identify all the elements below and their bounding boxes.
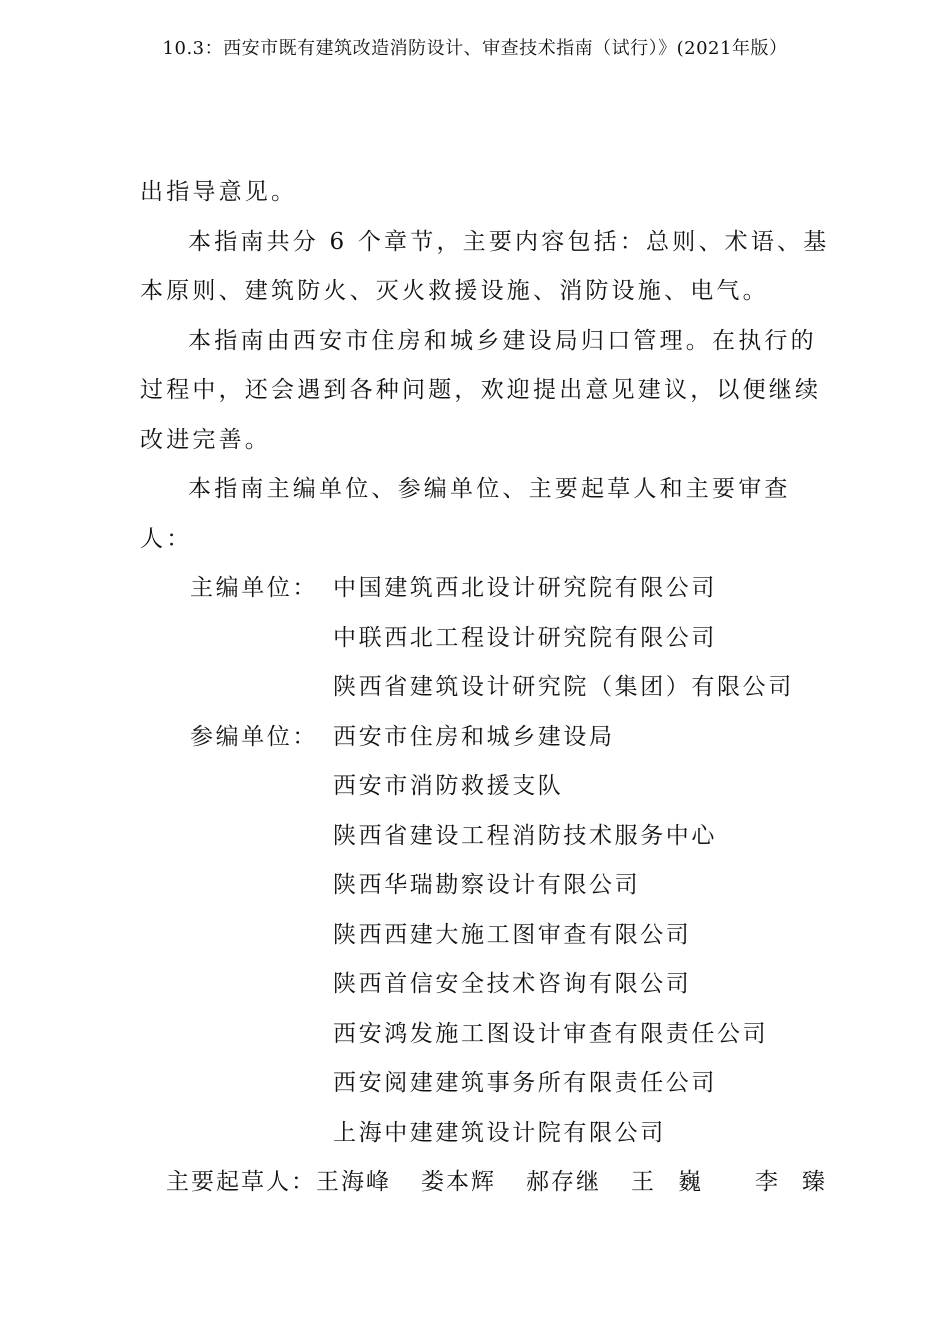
- drafters-label: 主要起草人：: [166, 1169, 316, 1195]
- page-header: 10.3：西安市既有建筑改造消防设计、审查技术指南（试行）》(2021年版）: [162, 38, 788, 59]
- drafter-name: 李臻: [755, 1169, 849, 1195]
- co-editor-unit: 西安鸿发施工图设计审查有限责任公司: [333, 1020, 769, 1047]
- drafter-name: 王海峰: [316, 1169, 391, 1195]
- co-editor-row: [140, 762, 840, 812]
- co-editor-label: 参编单位：: [190, 723, 318, 750]
- co-editor-row: [140, 713, 840, 763]
- chief-editor-unit: 中联西北工程设计研究院有限公司: [333, 624, 717, 651]
- co-editor-unit: 陕西首信安全技术咨询有限公司: [333, 971, 692, 997]
- co-editor-unit: 陕西华瑞勘察设计有限公司: [333, 872, 641, 898]
- drafter-name: 郝存继: [526, 1169, 601, 1195]
- co-editor-row: [140, 1109, 840, 1159]
- drafter-name: 娄本辉: [421, 1169, 496, 1195]
- chief-editor-unit: 中国建筑西北设计研究院有限公司: [333, 575, 717, 601]
- chief-editor-row: [140, 614, 840, 664]
- co-editor-row: [140, 861, 840, 911]
- co-editor-row: [140, 1010, 840, 1060]
- co-editor-unit: 西安市住房和城乡建设局: [333, 723, 615, 750]
- co-editor-unit: 西安市消防救援支队: [333, 773, 564, 799]
- paragraph-continuation: 出指导意见。: [140, 179, 298, 205]
- drafter-name: 王巍: [631, 1169, 725, 1195]
- document-body: [140, 168, 849, 1208]
- co-editor-row: [140, 960, 840, 1010]
- paragraph-management: 本指南由西安市住房和城乡建设局归口管理。在执行的过程中，还会遇到各种问题，欢迎提出意见建议，以便继续改进完善。: [140, 327, 822, 453]
- chief-editor-label: 主编单位：: [190, 575, 318, 601]
- co-editor-unit: 西安阅建建筑事务所有限责任公司: [333, 1070, 717, 1096]
- co-editor-unit: 陕西省建设工程消防技术服务中心: [333, 822, 717, 849]
- drafters-row: [140, 1158, 849, 1208]
- co-editor-row: [140, 812, 840, 862]
- co-editor-row: [140, 911, 840, 961]
- chief-editor-row: [140, 663, 840, 713]
- co-editor-unit: 上海中建建筑设计院有限公司: [333, 1119, 666, 1146]
- paragraph-units-intro: 本指南主编单位、参编单位、主要起草人和主要审查人：: [140, 476, 791, 552]
- chief-editor-unit: 陕西省建筑设计研究院（集团）有限公司: [333, 674, 794, 700]
- co-editor-row: [140, 1059, 840, 1109]
- paragraph-chapters: 本指南共分 6 个章节，主要内容包括：总则、术语、基本原则、建筑防火、灭火救援设施、消防设施、电气。: [140, 228, 830, 304]
- co-editor-unit: 陕西西建大施工图审查有限公司: [333, 921, 692, 948]
- chief-editor-row: [140, 564, 840, 614]
